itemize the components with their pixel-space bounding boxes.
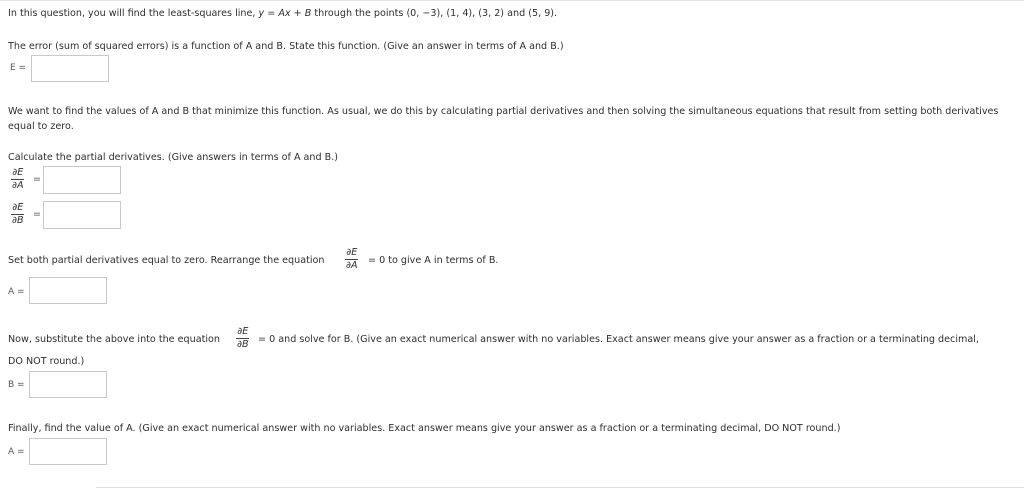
e-label: E = [10,63,27,73]
intro-text [8,8,557,19]
a-label: A = [8,287,25,297]
dE-dA-answer-input[interactable] [43,166,121,194]
substitute-numerator: ∂E [237,326,249,337]
substitute-denominator: ∂B [237,339,249,350]
dE-dA-numerator: ∂E [12,167,24,178]
rearrange-prefix: Set both partial derivatives equal to zero. Rearrange the equation [8,255,325,266]
dE-dB-fraction [11,203,25,226]
intro-and: and [507,8,526,19]
intro-suffix: through the points [314,8,404,19]
b-label: B = [8,380,25,390]
error-prompt: The error (sum of squared errors) is a function of A and B. State this function. (Give an answer in terms of A and B.) [8,41,564,52]
final-a-label: A = [8,447,25,457]
last-point: (5, 9). [528,8,558,19]
dE-dA-denominator: ∂A [12,180,24,191]
rearrange-numerator: ∂E [346,247,358,258]
e-answer-input[interactable] [31,55,109,82]
dE-dB-numerator: ∂E [12,202,24,213]
substitute-prefix: Now, substitute the above into the equation [8,334,220,345]
substitute-suffix: = 0 and solve for B. (Give an exact numerical answer with no variables. Exact answer means give your answer as a fraction or a terminating decimal, [258,334,979,345]
points-list: (0, −3), (1, 4), (3, 2) [406,8,505,19]
rearrange-suffix: = 0 to give A in terms of B. [368,255,499,266]
final-prompt: Finally, find the value of A. (Give an exact numerical answer with no variables. Exact answer means give your answer as a fraction or a terminating decimal, DO NOT round.) [8,423,841,434]
intro-prefix: In this question, you will find the least-squares line, [8,8,256,19]
final-a-answer-input[interactable] [29,438,107,465]
substitute-suffix-continued: DO NOT round.) [8,356,85,367]
dE-dA-equals: = [33,174,42,185]
partials-prompt: Calculate the partial derivatives. (Give answers in terms of A and B.) [8,152,339,163]
rearrange-fraction [345,248,359,271]
rearrange-denominator: ∂A [346,260,358,271]
dE-dB-equals: = [33,209,42,220]
dE-dB-answer-input[interactable] [43,201,121,229]
minimize-paragraph: We want to find the values of A and B that minimize this function. As usual, we do this by calculating partial derivatives and then solving the simultaneous equations that result from setting both derivatives equal to zero. [8,106,999,132]
a-in-terms-of-b-input[interactable] [29,277,107,304]
substitute-fraction [236,327,250,350]
dE-dB-denominator: ∂B [12,215,24,226]
bottom-divider [96,487,1024,488]
line-equation: y = Ax + B [258,8,312,19]
top-divider [0,0,1024,1]
b-answer-input[interactable] [29,371,107,398]
dE-dA-fraction [11,168,25,191]
